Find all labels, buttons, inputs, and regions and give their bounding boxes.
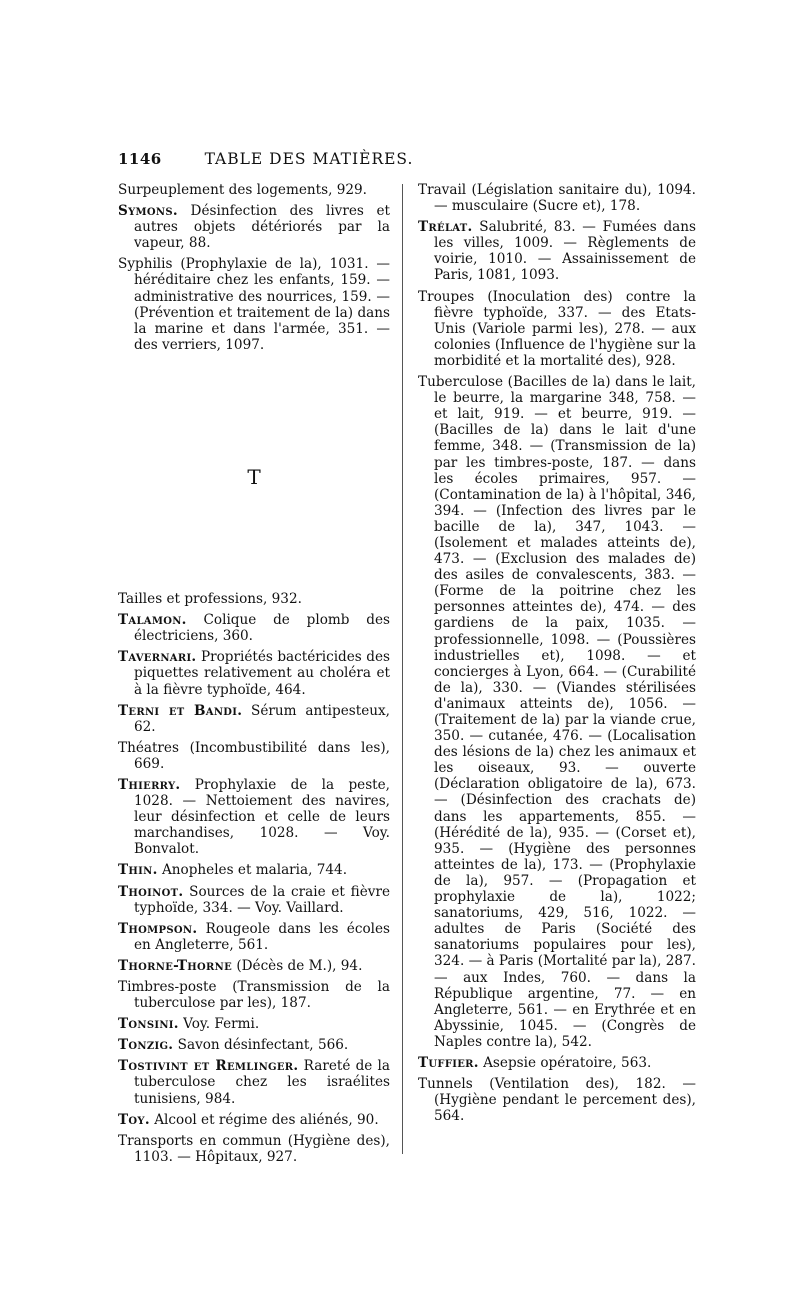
entry-text: Anopheles et malaria, 744. xyxy=(157,862,348,879)
entry-text: Théatres (Incombustibilité dans les), 669. xyxy=(118,739,390,772)
column-divider xyxy=(402,184,403,1154)
entry-text: Troupes (Inoculation des) contre la fièvre typhoïde, 337. — des Etats-Unis (Variole parmi les), 278. — aux colonies (Influence de l'hygiène sur la morbidité et la mortalité des), 928. xyxy=(418,288,696,369)
index-entry xyxy=(118,1112,390,1128)
section-letter: T xyxy=(247,464,261,489)
entry-head: Talamon. xyxy=(118,612,187,629)
entry-text: Alcool et régime des aliénés, 90. xyxy=(149,1111,379,1128)
entry-text: Asepsie opératoire, 563. xyxy=(478,1054,652,1071)
entry-head: Thompson. xyxy=(118,920,198,937)
page-number: 1146 xyxy=(118,150,162,168)
entry-text: Voy. Fermi. xyxy=(178,1016,260,1033)
entry-text: Timbres-poste (Transmission de la tuberculose par les), 187. xyxy=(118,979,390,1012)
entry-head: Tuffier. xyxy=(418,1054,479,1071)
right-column xyxy=(418,182,696,1129)
entry-text: Tunnels (Ventilation des), 182. — (Hygiène pendant le percement des), 564. xyxy=(418,1076,696,1125)
entry-text: Sérum antipesteux, 62. xyxy=(134,702,390,735)
entry-text: Tuberculose (Bacilles de la) dans le lait, le beurre, la margarine 348, 758. — et lait, 919. — et beurre, 919. — (Bacilles de la) dans le lait d'une femme, 348. — (Transmission de la) par les timbres-poste, 187. — dans les écoles primaires, 957. — (Contamination de la) à l'hôpital, 346, 394. — (Infection des livres par le bacille de la), 347, 1043. — (Isolement et malades atteints de), 473. — (Exclusion des malades de) des asiles de convalescents, 383. — (Forme de la poitrine chez les personnes atteintes de), 474. — des gardiens de la paix, 1035. — professionnelle, 1098. — (Poussières industrielles et), 1098. — et concierges à Lyon, 664. — (Curabilité de la), 330. — (Viandes stérilisées d'animaux atteints de), 1056. — (Traitement de la) par la viande crue, 350. — cutanée, 476. — (Localisation des lésions de la) chez les animaux et les oiseaux, 93. — ouverte (Déclaration obligatoire de la), 673. — (Désinfection des crachats de) dans les appartements, 855. — (Hérédité de la), 935. — (Corset et), 935. — (Hygiène des personnes atteintes de la), 173. — (Prophylaxie de la), 957. — (Propagation et prophylaxie de la), 1022; sanatoriums, 429, 516, 1022. — adultes de Paris (Société des sanatoriums populaires pour les), 324. — à Paris (Mortalité par la), 287. — aux Indes, 760. — dans la République argentine, 77. — en Angleterre, 561. — en Erythrée et en Abyssinie, 1045. — (Congrès de Naples contre la), 542. xyxy=(418,374,696,1050)
index-entry xyxy=(118,649,390,697)
entry-text: Prophylaxie de la peste, 1028. — Nettoiement des navires, leur désinfection et celle de leurs marchandises, 1028. — Voy. Bonvalot. xyxy=(134,776,390,858)
entry-head: Toy. xyxy=(118,1111,150,1128)
index-entry xyxy=(118,182,390,198)
index-entry xyxy=(118,1058,390,1106)
index-entry xyxy=(118,703,390,735)
index-entry xyxy=(118,777,390,857)
index-entry xyxy=(118,1037,390,1053)
entry-text: Rareté de la tuberculose chez les israélites tunisiens, 984. xyxy=(134,1058,390,1107)
entry-text: Travail (Législation sanitaire du), 1094. — musculaire (Sucre et), 178. xyxy=(418,182,696,215)
entry-text: Rougeole dans les écoles en Angleterre, 561. xyxy=(134,920,390,953)
entry-text: Savon désinfectant, 566. xyxy=(173,1037,349,1054)
entry-head: Tonsini. xyxy=(118,1016,179,1033)
entry-head: Thoinot. xyxy=(118,883,184,900)
index-entry xyxy=(418,374,696,1050)
entry-text: Salubrité, 83. — Fumées dans les villes, 1009. — Règlements de voirie, 1010. — Assainissement de Paris, 1081, 1093. xyxy=(434,219,696,284)
index-entry xyxy=(118,1016,390,1032)
index-entry xyxy=(118,612,390,644)
entry-head: Tostivint et Remlinger. xyxy=(118,1058,299,1075)
entry-head: Trélat. xyxy=(418,219,473,236)
index-entry xyxy=(418,1076,696,1124)
index-entry xyxy=(118,979,390,1011)
left-column xyxy=(118,182,390,1170)
index-entry xyxy=(118,884,390,916)
index-entry xyxy=(118,921,390,953)
entry-text: Désinfection des livres et autres objets détériorés par la vapeur, 88. xyxy=(134,203,390,252)
index-entry xyxy=(118,1133,390,1165)
entry-text: Surpeuplement des logements, 929. xyxy=(118,182,367,198)
index-entry xyxy=(418,219,696,283)
index-entry xyxy=(118,740,390,772)
index-entry xyxy=(418,182,696,214)
entry-text: Colique de plomb des électriciens, 360. xyxy=(134,612,390,645)
entry-text: Transports en commun (Hygiène des), 1103. — Hôpitaux, 927. xyxy=(118,1132,390,1165)
index-entry xyxy=(118,591,390,607)
entry-head: Tonzig. xyxy=(118,1037,174,1054)
entry-head: Thin. xyxy=(118,862,158,879)
entry-head: Tavernari. xyxy=(118,649,197,666)
entry-text: Tailles et professions, 932. xyxy=(118,591,302,608)
index-entry xyxy=(418,289,696,369)
index-entry xyxy=(118,203,390,251)
entry-head: Symons. xyxy=(118,203,178,220)
entry-text: Sources de la craie et fièvre typhoïde, 334. — Voy. Vaillard. xyxy=(134,883,390,916)
index-entry xyxy=(118,256,390,353)
page-header xyxy=(118,150,500,174)
index-entry xyxy=(118,958,390,974)
entry-text: (Décès de M.), 94. xyxy=(232,957,363,974)
entry-head: Terni et Bandi. xyxy=(118,702,243,719)
entry-head: Thierry. xyxy=(118,776,181,793)
entry-head: Thorne-Thorne xyxy=(118,957,232,974)
index-entry xyxy=(418,1055,696,1071)
entry-text: Syphilis (Prophylaxie de la), 1031. — héréditaire chez les enfants, 159. — administrative des nourrices, 159. — (Prévention et traitement de la) dans la marine et dans l'armée, 351. — des verriers, 1097. xyxy=(118,256,390,353)
entry-text: Propriétés bactéricides des piquettes relativement au choléra et à la fièvre typhoïde, 464. xyxy=(134,649,390,698)
index-entry xyxy=(118,862,390,878)
running-title: TABLE DES MATIÈRES. xyxy=(204,150,414,168)
